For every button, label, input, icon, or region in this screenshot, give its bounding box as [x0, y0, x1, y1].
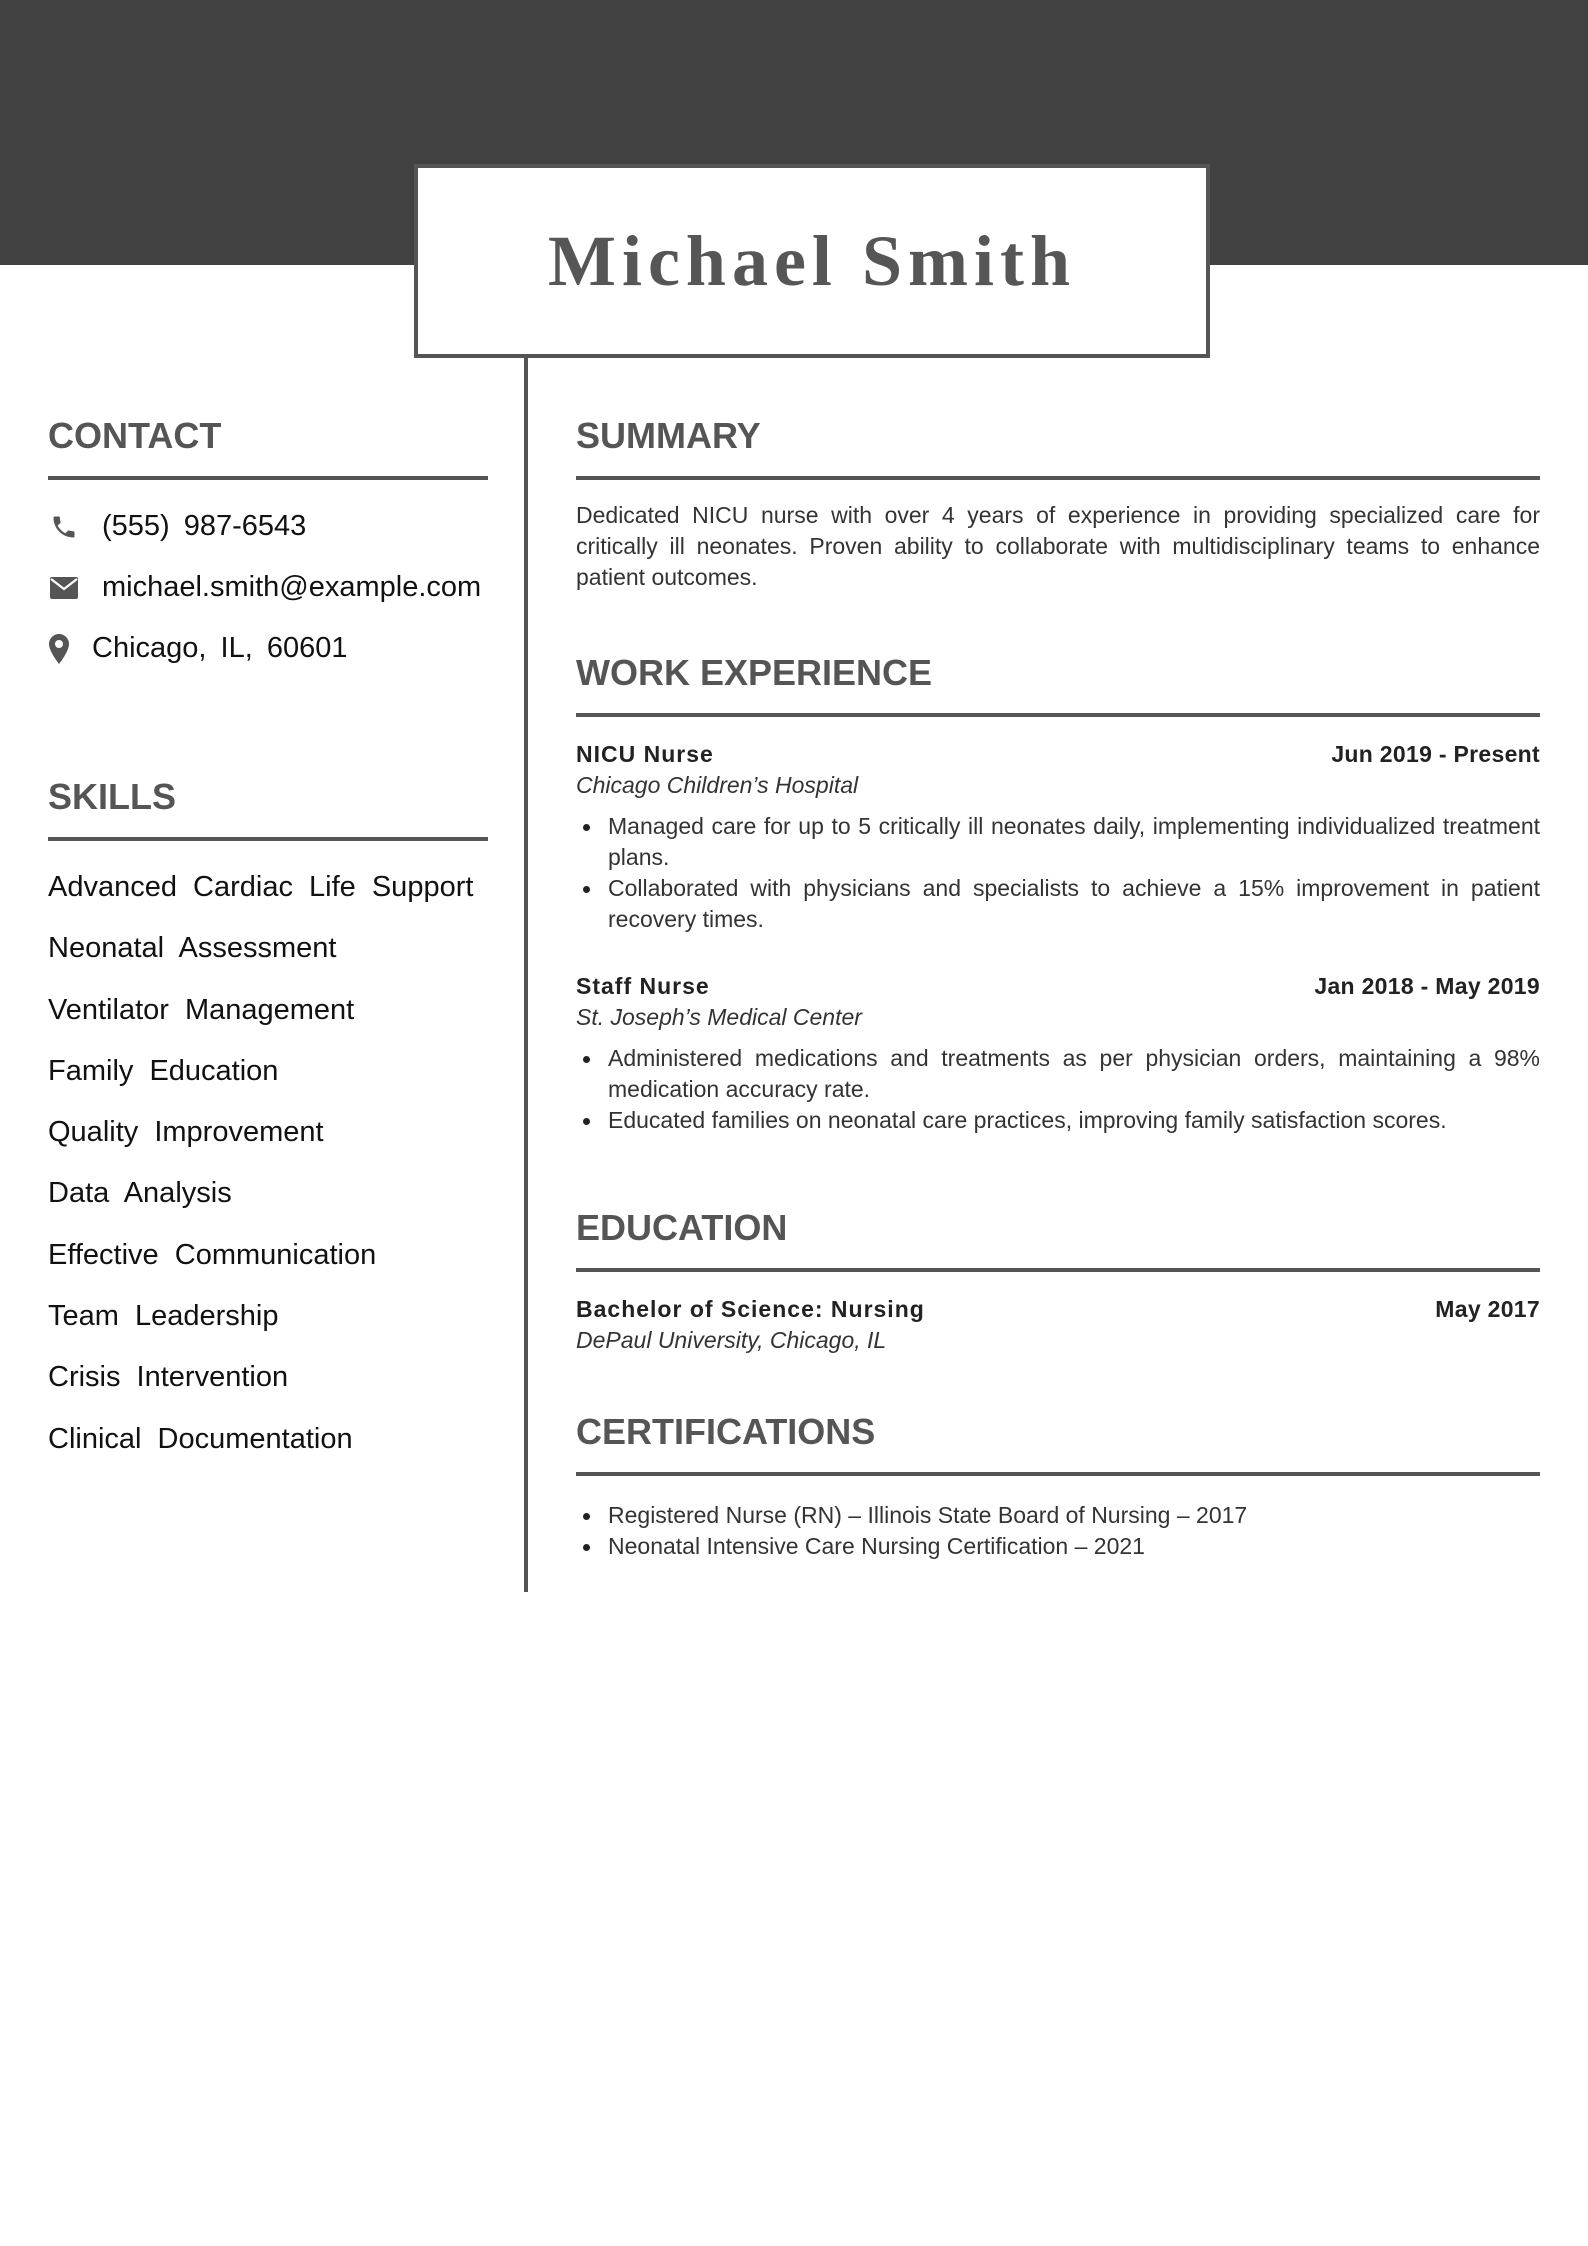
job-role: NICU Nurse	[576, 741, 714, 767]
contact-list	[48, 496, 488, 679]
skill-item: Ventilator Management	[48, 993, 355, 1026]
certification-item: Neonatal Intensive Care Nursing Certification – 2021	[608, 1531, 1540, 1562]
job-bullet: Collaborated with physicians and specialists to achieve a 15% improvement in patient recovery times.	[608, 873, 1540, 935]
skill-item: Quality Improvement	[48, 1116, 324, 1149]
job-bullet: Managed care for up to 5 critically ill neonates daily, implementing individualized treatment plans.	[608, 811, 1540, 873]
job-dates: Jun 2019 - Present	[1331, 741, 1540, 767]
school-name: DePaul University, Chicago, IL	[576, 1327, 887, 1353]
graduation-date: May 2017	[1435, 1296, 1540, 1322]
skill-item: Clinical Documentation	[48, 1422, 353, 1455]
skill-item: Crisis Intervention	[48, 1361, 289, 1394]
job-bullets	[576, 1043, 1540, 1136]
job-organization: St. Joseph’s Medical Center	[576, 1004, 862, 1030]
location-text: Chicago, IL, 60601	[92, 632, 348, 664]
contact-email	[48, 557, 488, 618]
degree-name: Bachelor of Science: Nursing	[576, 1296, 925, 1322]
skill-item: Effective Communication	[48, 1238, 377, 1271]
column-divider	[524, 358, 528, 1592]
name-box	[414, 164, 1210, 358]
job-bullet: Administered medications and treatments as per physician orders, maintaining a 98% medication accuracy rate.	[608, 1043, 1540, 1105]
email-address: michael.smith@example.com	[102, 571, 482, 603]
envelope-icon	[48, 572, 80, 604]
job-header	[576, 739, 1540, 769]
contact-phone	[48, 496, 488, 557]
job-organization: Chicago Children’s Hospital	[576, 772, 859, 798]
summary-section	[576, 400, 1540, 593]
certifications-heading: CERTIFICATIONS	[576, 1396, 1540, 1476]
skill-item: Team Leadership	[48, 1300, 279, 1333]
phone-icon	[48, 511, 80, 543]
work-experience-heading: WORK EXPERIENCE	[576, 637, 1540, 717]
job-role: Staff Nurse	[576, 973, 710, 999]
job-entry	[576, 971, 1540, 1136]
skill-item: Neonatal Assessment	[48, 932, 337, 965]
certification-item: Registered Nurse (RN) – Illinois State Board of Nursing – 2017	[608, 1500, 1540, 1531]
left-column	[48, 400, 488, 1470]
skill-item: Advanced Cardiac Life Support	[48, 871, 474, 903]
skills-heading: SKILLS	[48, 761, 488, 841]
contact-heading: CONTACT	[48, 400, 488, 480]
right-column	[576, 400, 1540, 1562]
contact-location	[48, 618, 488, 679]
skill-item: Data Analysis	[48, 1177, 232, 1210]
work-experience-section	[576, 637, 1540, 1136]
certifications-section	[576, 1396, 1540, 1562]
contact-section	[48, 400, 488, 679]
skills-section	[48, 761, 488, 1470]
certification-list	[576, 1500, 1540, 1562]
job-bullets	[576, 811, 1540, 935]
phone-number: (555) 987-6543	[102, 510, 307, 542]
skill-item: Family Education	[48, 1054, 279, 1087]
map-marker-icon	[48, 633, 70, 665]
education-section	[576, 1192, 1540, 1356]
education-entry	[576, 1294, 1540, 1356]
education-heading: EDUCATION	[576, 1192, 1540, 1272]
job-bullet: Educated families on neonatal care practices, improving family satisfaction scores.	[608, 1105, 1540, 1136]
job-header	[576, 971, 1540, 1001]
summary-heading: SUMMARY	[576, 400, 1540, 480]
job-entry	[576, 739, 1540, 935]
candidate-name: Michael Smith	[548, 220, 1076, 301]
job-dates: Jan 2018 - May 2019	[1314, 973, 1540, 999]
skills-list	[48, 857, 488, 1470]
summary-text: Dedicated NICU nurse with over 4 years of experience in providing specialized care for critically ill neonates. Proven ability to collaborate with multidisciplinary teams to enhance patient outcomes.	[576, 502, 1540, 590]
education-header	[576, 1294, 1540, 1324]
